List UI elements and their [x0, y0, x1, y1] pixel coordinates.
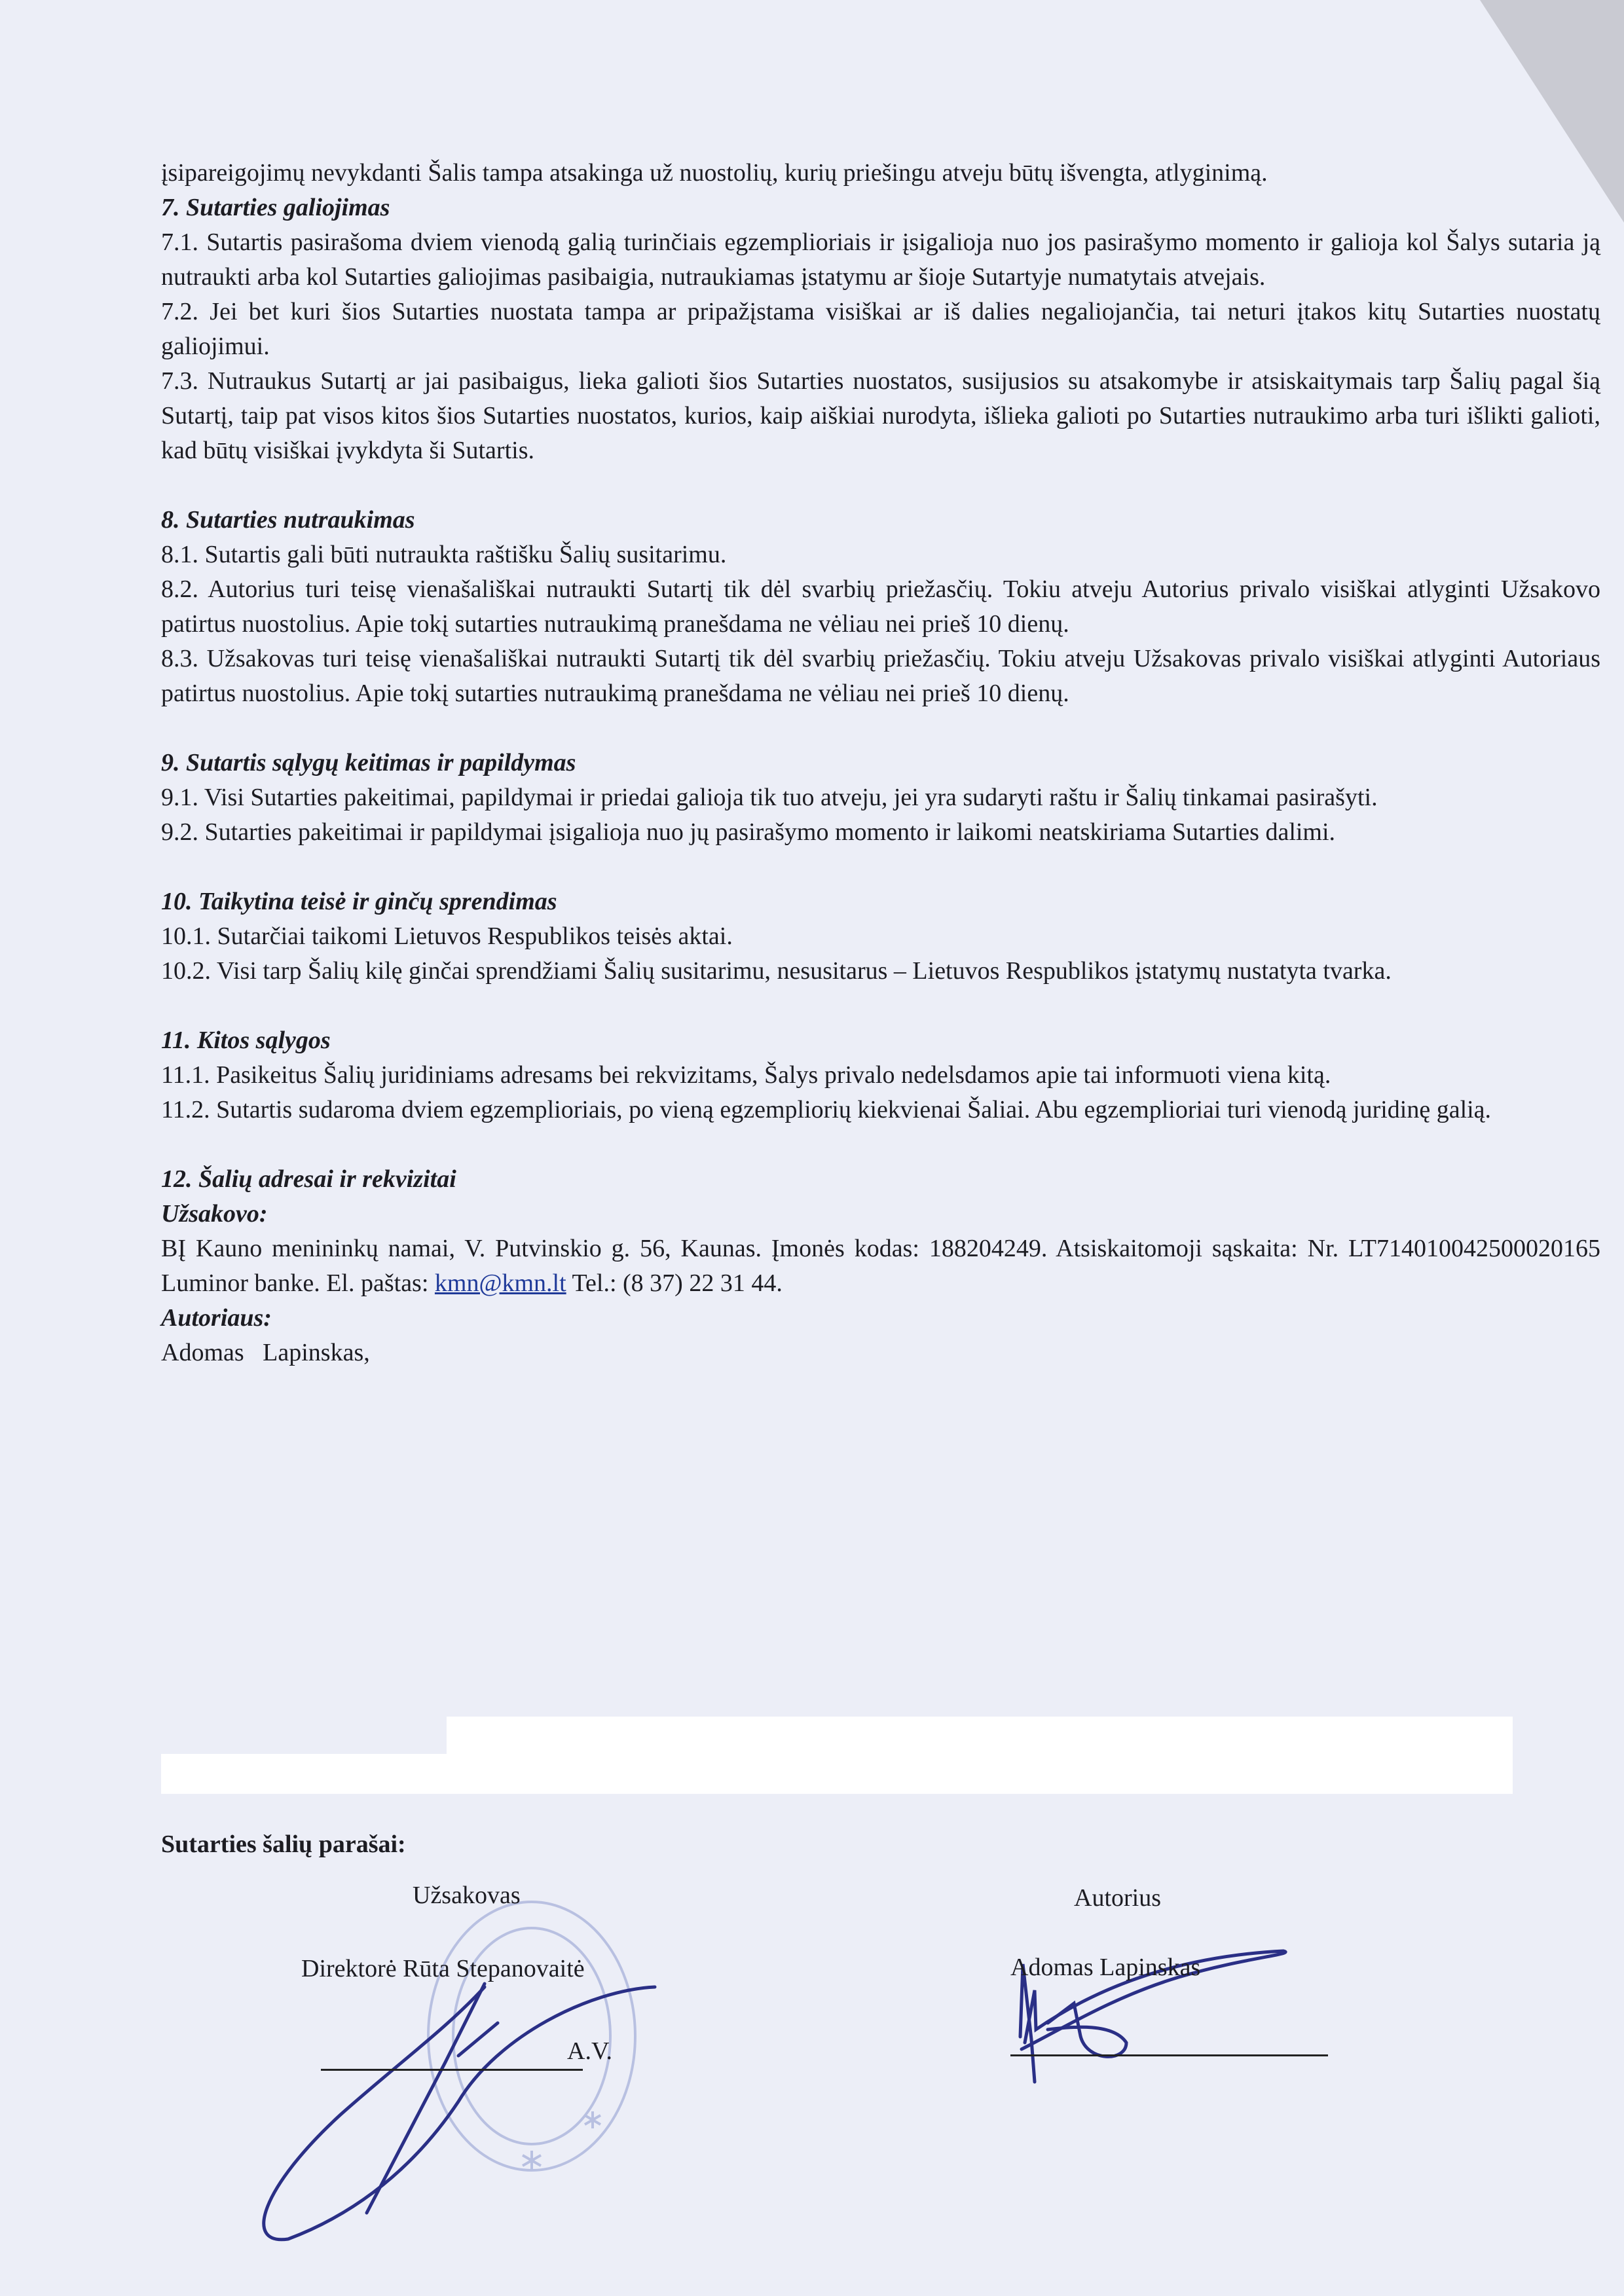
customer-name: Direktorė Rūta Stepanovaitė — [301, 1955, 585, 1982]
clause-paragraph: 10.1. Sutarčiai taikomi Lietuvos Respublikos teisės aktai. — [161, 922, 733, 950]
clause-paragraph: 8.1. Sutartis gali būti nutraukta raštišku Šalių susitarimu. — [161, 541, 727, 568]
section-title: 10. Taikytina teisė ir ginčų sprendimas — [161, 888, 557, 915]
customer-signature-line — [321, 2069, 583, 2071]
section-title: 7. Sutarties galiojimas — [161, 194, 390, 221]
author-label: Autoriaus: — [161, 1304, 272, 1332]
customer-signature — [264, 1984, 655, 2240]
author-signature-line — [1010, 2054, 1328, 2056]
author-role: Autorius — [1074, 1884, 1161, 1912]
stamp-star — [523, 2151, 541, 2170]
clause-paragraph: 11.2. Sutartis sudaroma dviem egzemplioriais, po vieną egzempliorių kiekvienai Šaliai. Abu egzemplioriai turi vienodą juridinę galią. — [161, 1096, 1492, 1123]
clause-paragraph: 7.2. Jei bet kuri šios Sutarties nuostata tampa ar pripažįstama visiškai ar iš dalies negaliojančia, tai neturi įtakos kitų Sutarties nuostatų galiojimui. — [161, 298, 1600, 360]
section-title: 11. Kitos sąlygos — [161, 1027, 331, 1054]
section-title: 9. Sutartis sąlygų keitimas ir papildymas — [161, 749, 576, 776]
paragraph: įsipareigojimų nevykdanti Šalis tampa atsakinga už nuostolių, kurių priešingu atveju būtų išvengta, atlyginimą. — [161, 159, 1268, 187]
author-details: Adomas Lapinskas, — [161, 1339, 370, 1366]
customer-text: BĮ Kauno menininkų namai, V. Putvinskio g. 56, Kaunas. Įmonės kodas: 188204249. Atsiskaitomoji sąskaita: Nr. LT714010042500020165 Luminor banke. El. paštas: — [161, 1235, 1600, 1297]
customer-role: Užsakovas — [413, 1882, 521, 1909]
clause-paragraph: 8.3. Užsakovas turi teisę vienašališkai nutraukti Sutartį tik dėl svarbių priežasčių. Tokiu atveju Užsakovas privalo visiškai atlyginti Autoriaus patirtus nuostolius. Apie tokį sutarties nutraukimą pranešdama ne vėliau nei prieš 10 dienų. — [161, 645, 1600, 707]
clause-paragraph: 11.1. Pasikeitus Šalių juridiniams adresams bei rekvizitams, Šalys privalo nedelsdamos apie tai informuoti viena kitą. — [161, 1061, 1331, 1089]
clause-paragraph: 9.2. Sutarties pakeitimai ir papildymai įsigalioja nuo jų pasirašymo momento ir laikomi neatskiriama Sutarties dalimi. — [161, 818, 1336, 846]
clause-paragraph: 7.1. Sutartis pasirašoma dviem vienodą galią turinčiais egzemplioriais ir įsigalioja nuo jos pasirašymo momento ir galioja kol Šalys sutaria ją nutraukti arba kol Sutarties galiojimas pasibaigia, nutraukiamas įstatymu ar šioje Sutartyje numatytais atvejais. — [161, 228, 1600, 291]
phone: Tel.: (8 37) 22 31 44. — [572, 1269, 783, 1297]
email-link[interactable]: kmn@kmn.lt — [434, 1269, 566, 1297]
clause-paragraph: 10.2. Visi tarp Šalių kilę ginčai sprendžiami Šalių susitarimu, nesusitarus – Lietuvos Respublikos įstatymų nustatyta tvarka. — [161, 957, 1392, 985]
author-name: Adomas Lapinskas — [1010, 1954, 1201, 1981]
signatures-title: Sutarties šalių parašai: — [161, 1831, 406, 1858]
section-title: 12. Šalių adresai ir rekvizitai — [161, 1165, 456, 1193]
stamp-mark: A.V. — [567, 2037, 612, 2065]
clause-paragraph: 8.2. Autorius turi teisę vienašališkai nutraukti Sutartį tik dėl svarbių priežasčių. Tokiu atveju Autorius privalo visiškai atlyginti Užsakovo patirtus nuostolius. Apie tokį sutarties nutraukimą pranešdama ne vėliau nei prieš 10 dienų. — [161, 575, 1600, 638]
section-title: 8. Sutarties nutraukimas — [161, 506, 415, 534]
clause-paragraph: 7.3. Nutraukus Sutartį ar jai pasibaigus, lieka galioti šios Sutarties nuostatos, susijusios su atsakomybe ir atsiskaitymais tarp Šalių pagal šią Sutartį, taip pat visos kitos šios Sutarties nuostatos, kurios, kaip aiškiai nurodyta, išlieka galioti po Sutarties nutraukimo arba turi išlikti galioti, kad būtų visiškai įvykdyta ši Sutartis. — [161, 367, 1600, 464]
customer-label: Užsakovo: — [161, 1200, 268, 1228]
clause-paragraph: 9.1. Visi Sutarties pakeitimai, papildymai ir priedai galioja tik tuo atveju, jei yra sudaryti raštu ir Šalių tinkamai pasirašyti. — [161, 784, 1378, 811]
